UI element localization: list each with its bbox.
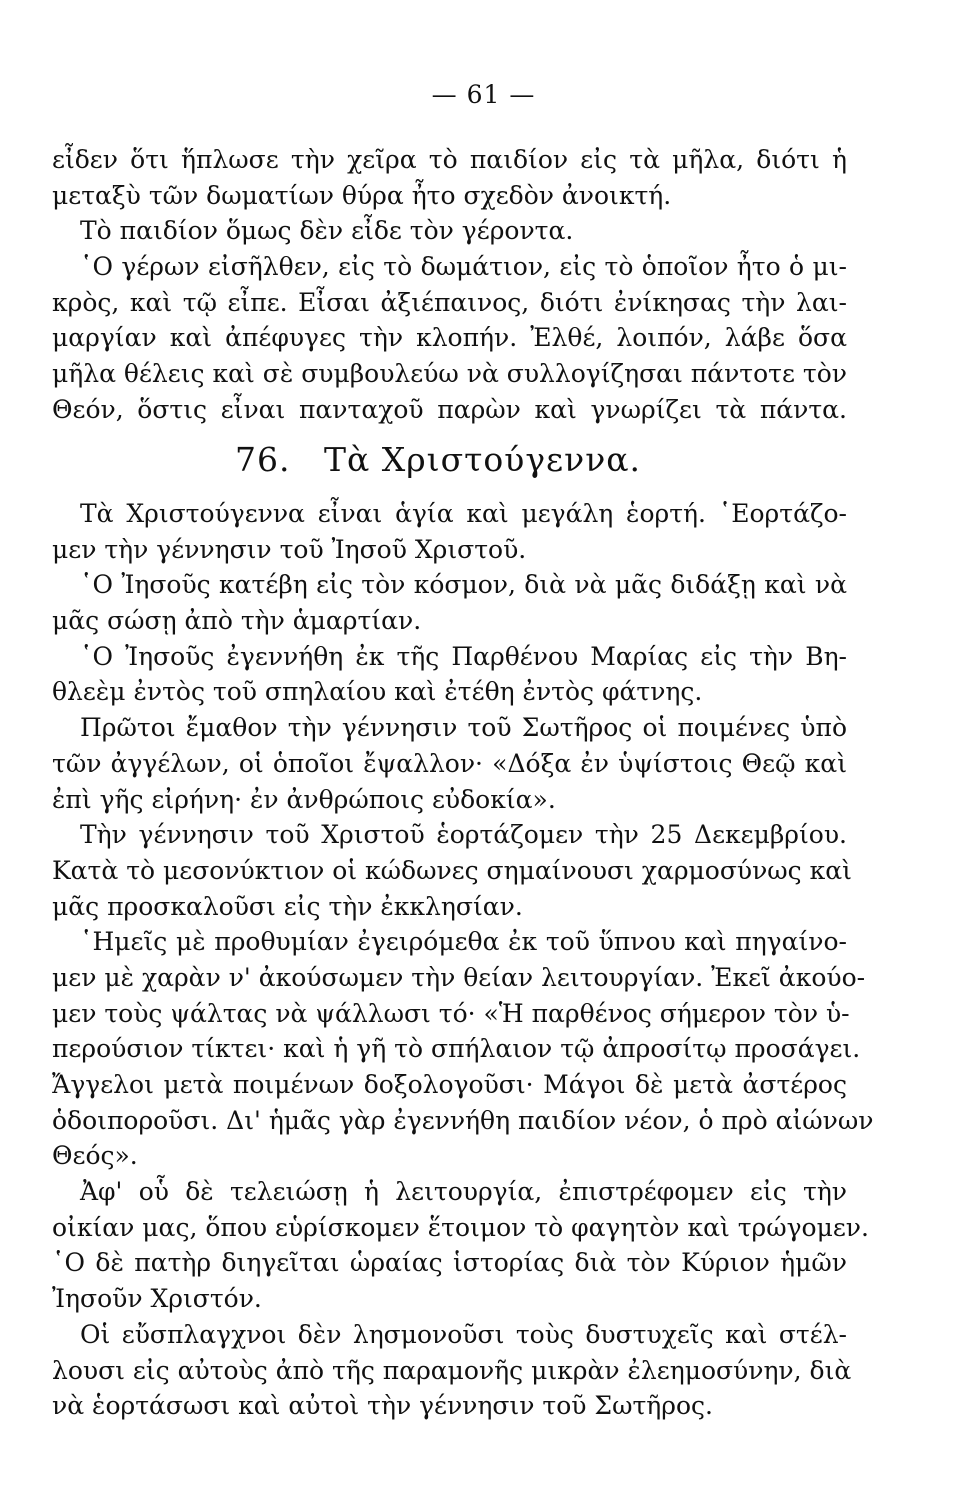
text-line: ὁδοιποροῦσι. Δι' ἡμᾶς γὰρ ἐγεννήθη παιδίον νέον, ὁ πρὸ αἰώνων (52, 1105, 874, 1135)
text-line: Κατὰ τὸ μεσονύκτιον οἱ κώδωνες σημαίνουσι χαρμοσύνως καὶ (52, 855, 852, 885)
text-line: Τὸ παιδίον ὅμως δὲν εἶδε τὸν γέροντα. (80, 216, 574, 246)
section-number: 76. (235, 440, 291, 479)
top-paragraphs (52, 142, 847, 428)
text-line: περούσιον τίκτει· καὶ ἡ γῆ τὸ σπήλαιον τῷ ἀπροσίτῳ προσάγει. (52, 1034, 861, 1064)
text-line: ῾Ο γέρων εἰσῆλθεν, εἰς τὸ δωμάτιον, εἰς τὸ ὁποῖον ἦτο ὁ μι- (80, 252, 847, 282)
text-line: Τὴν γέννησιν τοῦ Χριστοῦ ἑορτάζομεν τὴν 25 Δεκεμβρίου. (80, 820, 847, 850)
text-line: Πρῶτοι ἔμαθον τὴν γέννησιν τοῦ Σωτῆρος οἱ ποιμένες ὑπὸ (80, 713, 847, 743)
section-title: Τὰ Χριστούγεννα. (323, 440, 642, 479)
text-line: μεταξὺ τῶν δωματίων θύρα ἦτο σχεδὸν ἀνοικτή. (52, 180, 672, 210)
text-line: Τὰ Χριστούγεννα εἶναι ἁγία καὶ μεγάλη ἑορτή. ῾Εορτάζο- (80, 499, 847, 528)
text-line: Θεόν, ὅστις εἶναι πανταχοῦ παρὼν καὶ γνωρίζει τὰ πάντα. (52, 394, 847, 424)
section-heading (235, 440, 641, 479)
page-number: — 61 — (431, 80, 536, 109)
text-line: εἶδεν ὅτι ἥπλωσε τὴν χεῖρα τὸ παιδίον εἰς τὰ μῆλα, διότι ἡ (52, 145, 847, 174)
text-line: μεν τοὺς ψάλτας νὰ ψάλλωσι τό· «Ἡ παρθένος σήμερον τὸν ὑ- (52, 998, 850, 1028)
text-line: μᾶς σώσῃ ἀπὸ τὴν ἁμαρτίαν. (52, 606, 422, 636)
text-line: τῶν ἀγγέλων, οἱ ὁποῖοι ἔψαλλον· «Δόξα ἐν ὑψίστοις Θεῷ καὶ (52, 748, 847, 778)
text-line: μαργίαν καὶ ἀπέφυγες τὴν κλοπήν. Ἐλθέ, λοιπόν, λάβε ὅσα (52, 323, 847, 353)
text-line: οἰκίαν μας, ὅπου εὑρίσκομεν ἕτοιμον τὸ φαγητὸν καὶ τρώγομεν. (52, 1212, 869, 1242)
text-line: κρὸς, καὶ τῷ εἶπε. Εἶσαι ἀξιέπαινος, διότι ἐνίκησας τὴν λαι- (52, 287, 847, 317)
text-line: λουσι εἰς αὐτοὺς ἀπὸ τῆς παραμονῆς μικρὰν ἐλεημοσύνην, διὰ (52, 1355, 852, 1385)
text-line: ῾Ημεῖς μὲ προθυμίαν ἐγειρόμεθα ἐκ τοῦ ὕπνου καὶ πηγαίνο- (80, 927, 847, 957)
text-line: Ἀφ' οὗ δὲ τελειώσῃ ἡ λειτουργία, ἐπιστρέφομεν εἰς τὴν (80, 1177, 847, 1207)
text-line: νὰ ἑορτάσωσι καὶ αὐτοὶ τὴν γέννησιν τοῦ Σωτῆρος. (52, 1391, 713, 1421)
text-line: ῾Ο δὲ πατὴρ διηγεῖται ὡραίας ἱστορίας διὰ τὸν Κύριον ἡμῶν (52, 1248, 847, 1278)
text-line: ῾Ο Ἰησοῦς ἐγεννήθη ἐκ τῆς Παρθένου Μαρίας εἰς τὴν Βη- (80, 641, 847, 671)
text-line: Οἱ εὔσπλαγχνοι δὲν λησμονοῦσι τοὺς δυστυχεῖς καὶ στέλ- (80, 1319, 847, 1349)
text-line: μεν μὲ χαρὰν ν' ἀκούσωμεν τὴν θείαν λειτουργίαν. Ἐκεῖ ἀκούο- (52, 962, 866, 992)
text-line: μᾶς προσκαλοῦσι εἰς τὴν ἐκκλησίαν. (52, 891, 523, 921)
text-line: ῾Ο Ἰησοῦς κατέβη εἰς τὸν κόσμον, διὰ νὰ μᾶς διδάξῃ καὶ νὰ (80, 570, 847, 600)
text-line: μεν τὴν γέννησιν τοῦ Ἰησοῦ Χριστοῦ. (52, 534, 527, 564)
text-line: Ἄγγελοι μετὰ ποιμένων δοξολογοῦσι· Μάγοι δὲ μετὰ ἀστέρος (52, 1070, 847, 1099)
text-line: μῆλα θέλεις καὶ σὲ συμβουλεύω νὰ συλλογίζησαι πάντοτε τὸν (52, 359, 847, 389)
text-line: Θεός». (52, 1141, 138, 1171)
bottom-paragraphs (52, 496, 874, 1424)
text-line: ἐπὶ γῆς εἰρήνη· ἐν ἀνθρώποις εὐδοκία». (52, 784, 556, 814)
text-line: Ἰησοῦν Χριστόν. (52, 1284, 262, 1314)
text-line: θλεὲμ ἐντὸς τοῦ σπηλαίου καὶ ἐτέθη ἐντὸς φάτνης. (52, 677, 703, 707)
